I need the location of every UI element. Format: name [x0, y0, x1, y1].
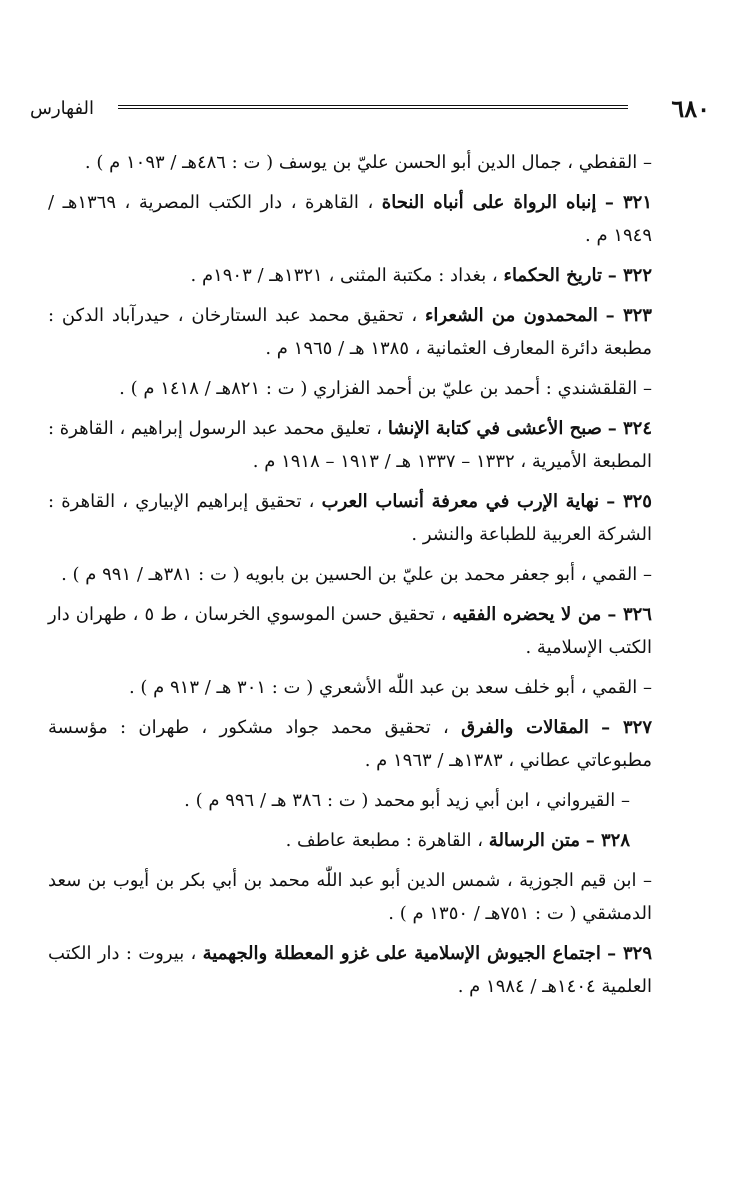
page-header [30, 95, 710, 125]
book-details: ، بغداد : مكتبة المثنى ، ١٣٢١هـ / ١٩٠٣م . [190, 265, 498, 286]
book-title: إنباه الرواة على أنباه النحاة [381, 192, 597, 213]
author-entry: – القمي ، أبو خلف سعد بن عبد اللّٰه الأشعري ( ت : ٣٠١ هـ / ٩١٣ م ) . [128, 677, 652, 698]
book-title: اجتماع الجيوش الإسلامية على غزو المعطلة والجهمية [202, 943, 601, 964]
author-entry: – القلقشندي : أحمد بن عليّ بن أحمد الفزاري ( ت : ٨٢١هـ / ١٤١٨ م ) . [119, 378, 652, 399]
book-entry [48, 937, 652, 1003]
book-entry [48, 186, 652, 252]
entry-number: ٣٢٣ – [605, 305, 652, 326]
book-entry [48, 299, 652, 365]
book-title: صبح الأعشى في كتابة الإنشا [387, 418, 602, 439]
book-details: ، بيروت : دار الكتب العلمية ١٤٠٤هـ / ١٩٨٤ م . [48, 943, 652, 997]
entry-number: ٣٢٢ – [607, 265, 652, 286]
book-entry [48, 824, 652, 857]
entry-number: ٣٢٧ – [601, 717, 653, 738]
book-details: ، القاهرة : مطبعة عاطف . [285, 830, 484, 851]
entry-number: ٣٢١ – [604, 192, 652, 213]
book-entry [48, 485, 652, 551]
book-entry [48, 259, 652, 292]
author-entry: – القمي ، أبو جعفر محمد بن عليّ بن الحسين بن بابويه ( ت : ٣٨١هـ / ٩٩١ م ) . [61, 564, 652, 585]
book-details: ، تعليق محمد عبد الرسول إبراهيم ، القاهرة : المطبعة الأميرية ، ١٣٣٢ – ١٣٣٧ هـ / ١٩١٣ – ١٩١٨ م . [48, 418, 652, 472]
book-title: من لا يحضره الفقيه [452, 604, 602, 625]
author-entry: – القفطي ، جمال الدين أبو الحسن عليّ بن يوسف ( ت : ٤٨٦هـ / ١٠٩٣ م ) . [84, 152, 652, 173]
book-details: ، القاهرة ، دار الكتب المصرية ، ١٣٦٩هـ / ١٩٤٩ م . [48, 192, 652, 246]
entry-number: ٣٢٤ – [607, 418, 652, 439]
entry-number: ٣٢٥ – [606, 491, 652, 512]
book-entry [48, 711, 652, 777]
header-rule [118, 105, 628, 109]
entry-number: ٣٢٨ – [585, 830, 630, 851]
running-title: الفهارس [30, 98, 95, 119]
author-entry: – القيرواني ، ابن أبي زيد أبو محمد ( ت : ٣٨٦ هـ / ٩٩٦ م ) . [184, 790, 630, 811]
page-number: ٦٨٠ [671, 94, 710, 123]
bibliography-list [48, 146, 652, 1010]
book-details: ، تحقيق إبراهيم الإبياري ، القاهرة : الشركة العربية للطباعة والنشر . [48, 491, 652, 545]
entry-number: ٣٢٩ – [607, 943, 653, 964]
book-title: المحمدون من الشعراء [424, 305, 598, 326]
book-details: ، تحقيق محمد عبد الستارخان ، حيدرآباد الدكن : مطبعة دائرة المعارف العثمانية ، ١٣٨٥ هـ / ١٩٦٥ م . [48, 305, 652, 359]
book-title: نهاية الإرب في معرفة أنساب العرب [321, 491, 600, 512]
book-entry [48, 412, 652, 478]
book-entry [48, 598, 652, 664]
book-title: متن الرسالة [488, 830, 580, 851]
book-title: تاريخ الحكماء [503, 265, 602, 286]
book-details: ، تحقيق محمد جواد مشكور ، طهران : مؤسسة مطبوعاتي عطاني ، ١٣٨٣هـ / ١٩٦٣ م . [48, 717, 652, 771]
book-details: ، تحقيق حسن الموسوي الخرسان ، ط ٥ ، طهران دار الكتب الإسلامية . [48, 604, 652, 658]
entry-number: ٣٢٦ – [607, 604, 652, 625]
author-entry: – ابن قيم الجوزية ، شمس الدين أبو عبد اللّٰه محمد بن أبي بكر بن أيوب بن سعد الدمشقي ( ت : ٧٥١هـ / ١٣٥٠ م ) . [48, 870, 652, 924]
book-title: المقالات والفرق [461, 717, 589, 738]
